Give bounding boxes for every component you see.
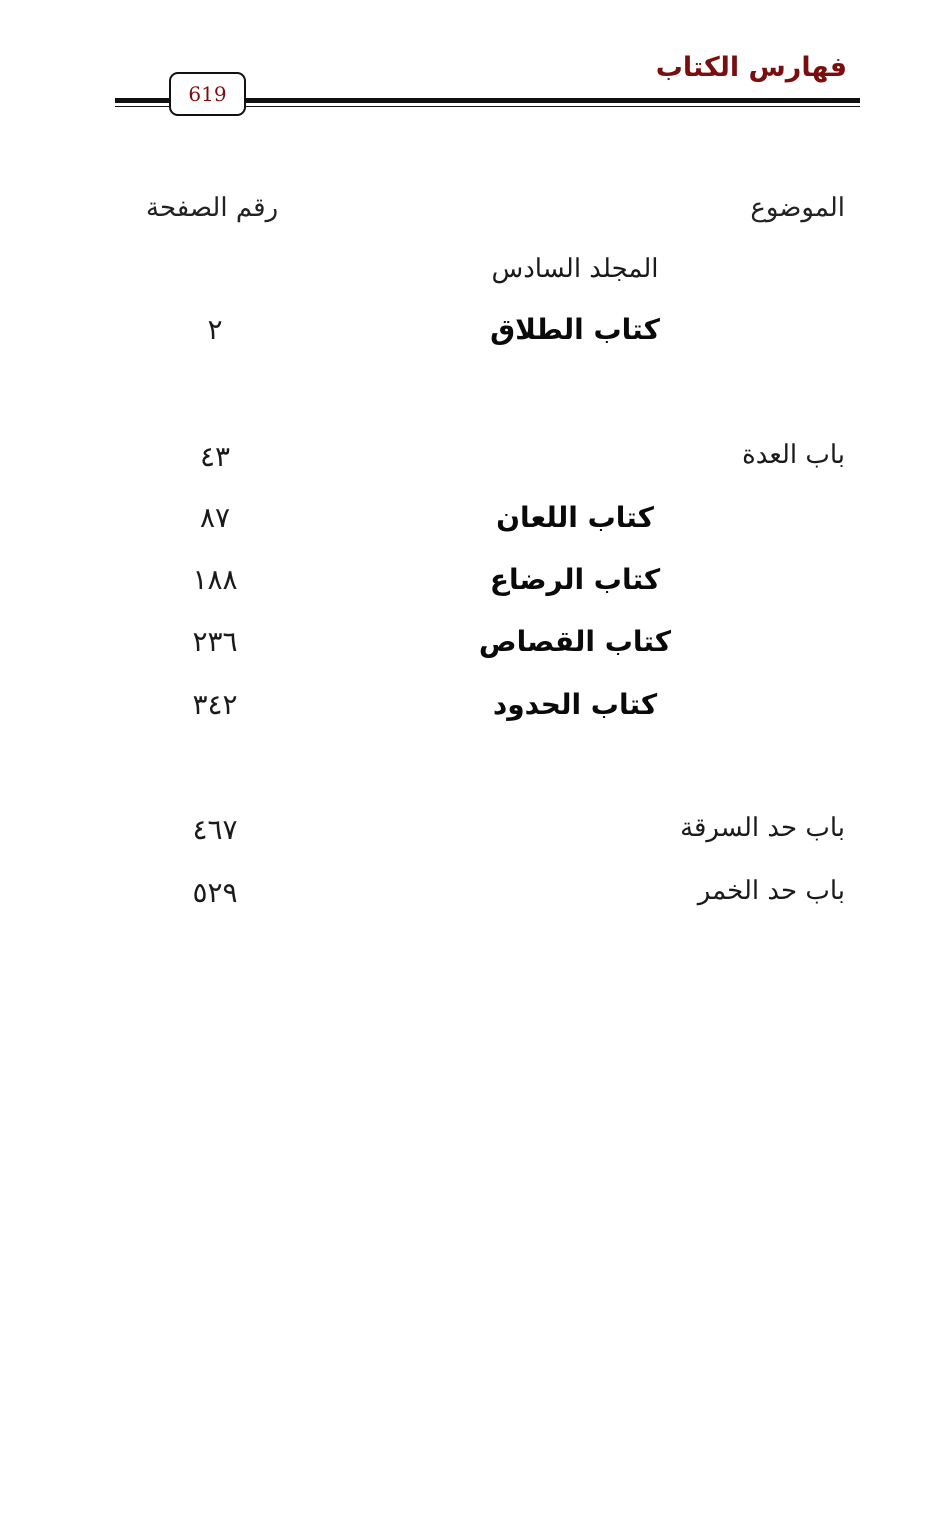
index-row bbox=[0, 501, 945, 545]
index-topic: كتاب اللعان bbox=[496, 501, 654, 534]
page-number: 619 bbox=[188, 82, 227, 106]
page-header bbox=[0, 0, 945, 130]
index-row bbox=[0, 625, 945, 669]
index-page: ٨٧ bbox=[199, 501, 231, 534]
index-row bbox=[0, 876, 945, 920]
running-title: فهارس الكتاب bbox=[655, 52, 847, 83]
index-row bbox=[0, 563, 945, 607]
index-row bbox=[0, 313, 945, 357]
index-topic: كتاب الطلاق bbox=[490, 313, 660, 346]
volume-row bbox=[0, 254, 945, 298]
index-page: ٤٣ bbox=[199, 440, 231, 473]
index-page: ٣٤٢ bbox=[192, 688, 238, 721]
column-header-topic: الموضوع bbox=[750, 193, 845, 223]
index-row bbox=[0, 440, 945, 484]
index-topic: كتاب الحدود bbox=[492, 688, 658, 721]
index-topic: باب حد الخمر bbox=[697, 876, 845, 906]
index-topic: كتاب الرضاع bbox=[489, 563, 661, 596]
index-page: ٢ bbox=[207, 313, 223, 346]
index-page: ٢٣٦ bbox=[192, 625, 238, 658]
index-row bbox=[0, 688, 945, 732]
volume-title: المجلد السادس bbox=[491, 254, 659, 284]
index-page: ١٨٨ bbox=[192, 563, 238, 596]
index-topic: باب العدة bbox=[742, 440, 845, 470]
page-number-box bbox=[169, 72, 246, 116]
index-topic: باب حد السرقة bbox=[680, 813, 845, 843]
index-page: ٤٦٧ bbox=[192, 813, 238, 846]
column-header-page: رقم الصفحة bbox=[146, 193, 279, 223]
index-row bbox=[0, 813, 945, 857]
index-page: ٥٢٩ bbox=[192, 876, 238, 909]
index-topic: كتاب القصاص bbox=[478, 625, 672, 658]
